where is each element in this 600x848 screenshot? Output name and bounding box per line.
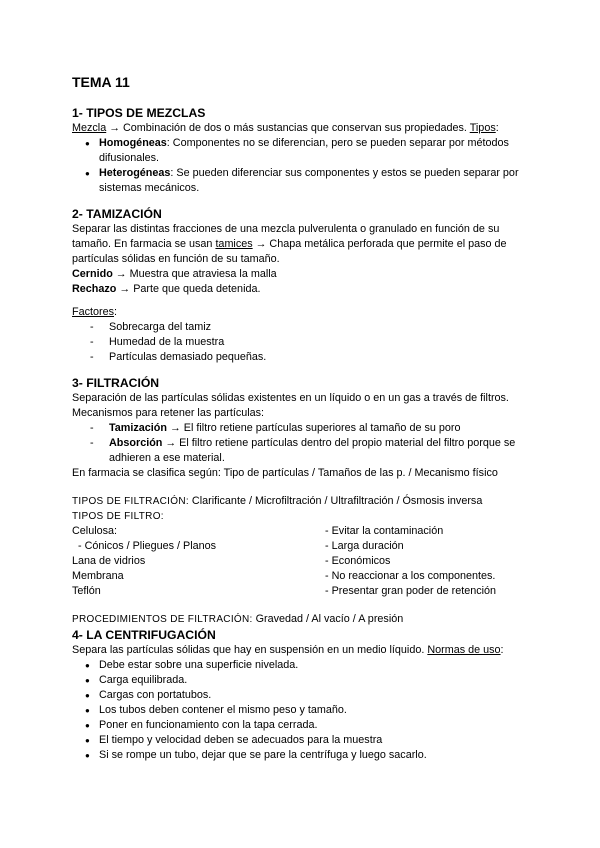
clasificacion-text: En farmacia se clasifica según: Tipo de partículas / Tamaños de las p. / Mecanismo físico (72, 467, 498, 479)
cernido-definition: Cernido → Muestra que atraviesa la malla (72, 268, 277, 280)
filter-properties-column (325, 524, 528, 599)
list-item: ● Si se rompe un tubo, dejar que se pare la centrífuga y luego sacarlo. (72, 748, 528, 763)
list-item: ● Poner en funcionamiento con la tapa cerrada. (72, 718, 528, 733)
tipos-filtracion: TIPOS DE FILTRACIÓN: Clarificante / Microfiltración / Ultrafiltración / Ósmosis inversa (72, 495, 483, 507)
filtracion-definition: Separación de las partículas sólidas existentes en un líquido o en un gas a través de filtros. (72, 392, 509, 404)
list-item: - Humedad de la muestra (72, 335, 528, 350)
list-item: - Tamización → El filtro retiene partículas superiores al tamaño de su poro (72, 421, 528, 436)
list-item: ● Heterogéneas: Se pueden diferenciar sus componentes y estos se pueden separar por sistemas mecánicos. (72, 166, 528, 196)
list-item: Celulosa: (72, 525, 118, 537)
document-title: TEMA 11 (72, 74, 130, 90)
list-item: ● Debe estar sobre una superficie nivelada. (72, 658, 528, 673)
list-item: - No reaccionar a los componentes. (325, 570, 496, 582)
list-item: - Presentar gran poder de retención (325, 585, 497, 597)
list-item: Teflón (72, 585, 101, 597)
filter-types-column (72, 524, 325, 599)
norms-list (72, 658, 528, 763)
mechanisms-list (72, 421, 528, 466)
rechazo-definition: Rechazo → Parte que queda detenida. (72, 283, 261, 295)
list-item: ● Homogéneas: Componentes no se diferencian, pero se pueden separar por métodos difusionales. (72, 136, 528, 166)
procedimientos-filtracion: PROCEDIMIENTOS DE FILTRACIÓN: Gravedad / Al vacío / A presión (72, 613, 404, 625)
mecanismos-intro: Mecanismos para retener las partículas: (72, 407, 265, 419)
list-item: Lana de vidrios (72, 555, 146, 567)
section-heading: 4- LA CENTRIFUGACIÓN (72, 628, 216, 642)
list-item: - Económicos (325, 555, 391, 567)
filter-types-table (72, 524, 528, 599)
centrifugacion-definition: Separa las partículas sólidas que hay en suspensión en un medio líquido. Normas de uso: (72, 644, 504, 656)
list-item: - Larga duración (325, 540, 404, 552)
list-item: Membrana (72, 570, 124, 582)
list-item: ● Cargas con portatubos. (72, 688, 528, 703)
tamizacion-definition: Separar las distintas fracciones de una mezcla pulverulenta o granulado en función de su tamaño. En farmacia se usan tamices → Chapa metálica perforada que permite el paso de partículas sólidas en función de su tamaño. (72, 223, 507, 265)
list-item: - Evitar la contaminación (325, 525, 444, 537)
factors-list (72, 320, 528, 365)
section-filtracion (72, 375, 528, 627)
factores-label: Factores: (72, 306, 118, 318)
list-item: ● El tiempo y velocidad deben se adecuados para la muestra (72, 733, 528, 748)
section-centrifugacion (72, 627, 528, 763)
list-item: - Sobrecarga del tamiz (72, 320, 528, 335)
mezcla-definition: Mezcla → Combinación de dos o más sustancias que conservan sus propiedades. Tipos: (72, 122, 499, 134)
section-tipos-de-mezclas (72, 105, 528, 196)
list-item: ● Los tubos deben contener el mismo peso y tamaño. (72, 703, 528, 718)
list-item: - Cónicos / Pliegues / Planos (72, 540, 217, 552)
tipos-filtro-label: TIPOS DE FILTRO: (72, 511, 164, 522)
section-heading: 2- TAMIZACIÓN (72, 207, 162, 221)
list-item: - Absorción → El filtro retiene partículas dentro del propio material del filtro porque se adhieren a ese material. (72, 436, 528, 466)
list-item: - Partículas demasiado pequeñas. (72, 350, 528, 365)
section-heading: 3- FILTRACIÓN (72, 376, 160, 390)
mixture-types-list (72, 136, 528, 196)
section-tamizacion (72, 206, 528, 365)
list-item: ● Carga equilibrada. (72, 673, 528, 688)
section-heading: 1- TIPOS DE MEZCLAS (72, 106, 206, 120)
